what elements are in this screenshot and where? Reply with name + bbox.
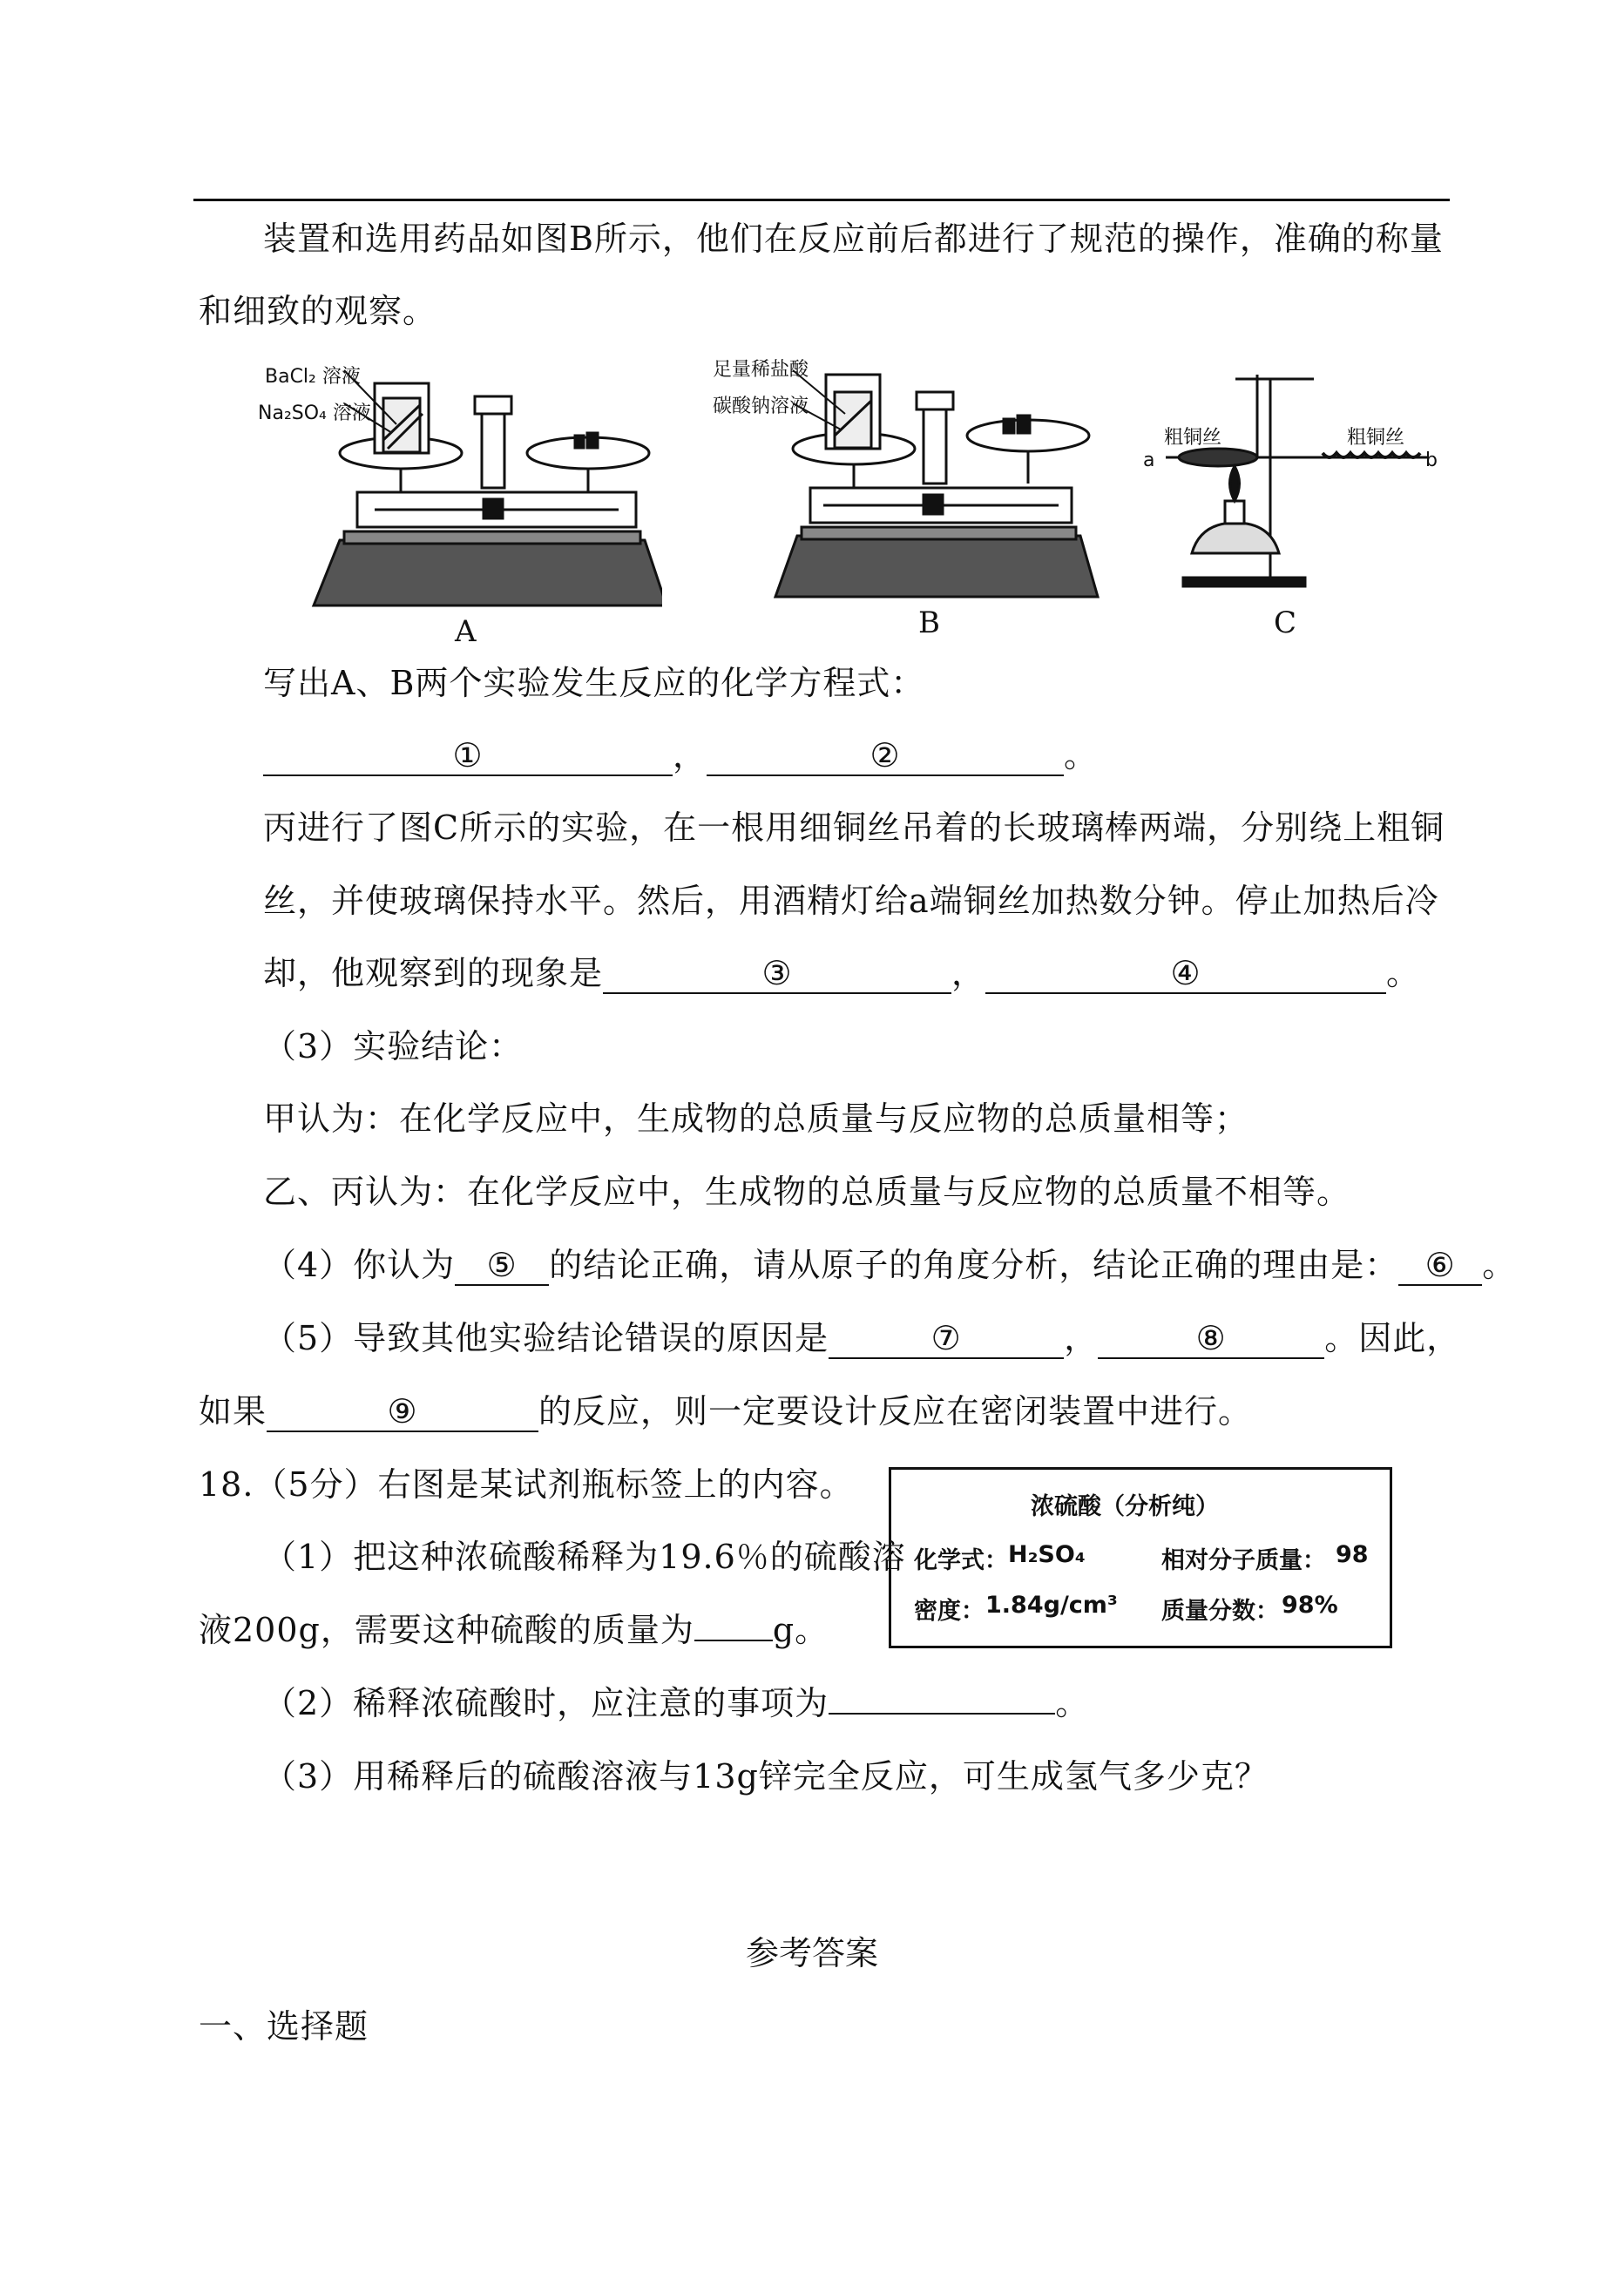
answer-blank-4[interactable]: ④ bbox=[985, 954, 1386, 994]
question-18-intro: 18.（5分）右图是某试剂瓶标签上的内容。 bbox=[199, 1465, 854, 1504]
reagent-density: 1.84g/cm³ bbox=[985, 1592, 1118, 1619]
question-4-end: 。 bbox=[1482, 1246, 1517, 1284]
para-c-end: 。 bbox=[1386, 954, 1421, 992]
reagent-mr: 98 bbox=[1336, 1541, 1369, 1568]
figure-b-caption: B bbox=[918, 605, 940, 640]
reagent-density-label: 密度： bbox=[914, 1598, 985, 1625]
para-c-line2: 丝，并使玻璃保持水平。然后，用酒精灯给a端铜丝加热数分钟。停止加热后冷 bbox=[263, 882, 1439, 920]
figure-b-label-hcl: 足量稀盐酸 bbox=[713, 359, 809, 381]
answer-blank-2[interactable]: ② bbox=[707, 736, 1064, 776]
figure-c-end-a: a bbox=[1143, 450, 1155, 471]
answers-title: 参考答案 bbox=[745, 1934, 878, 1972]
question-5-line2 bbox=[199, 1390, 1252, 1432]
answer-blank-1[interactable]: ① bbox=[263, 736, 673, 776]
answer-blank-9[interactable]: ⑨ bbox=[267, 1392, 538, 1432]
question-5-separator: ， bbox=[1064, 1319, 1099, 1357]
reagent-fraction-label: 质量分数： bbox=[1161, 1598, 1279, 1625]
figure-c-end-b: b bbox=[1425, 450, 1438, 471]
figure-a-label-na2so4: Na₂SO₄ 溶液 bbox=[258, 402, 371, 424]
question-18-part1-line1: （1）把这种浓硫酸稀释为19.6％的硫酸溶 bbox=[263, 1538, 906, 1576]
para-c-separator: ， bbox=[951, 954, 986, 992]
question-18-part1-prefix: 液200g，需要这种硫酸的质量为 bbox=[199, 1611, 694, 1649]
answer-blank-7[interactable]: ⑦ bbox=[829, 1319, 1064, 1359]
answers-section-1: 一、选择题 bbox=[199, 2007, 369, 2046]
figure-c-caption: C bbox=[1274, 605, 1297, 640]
figure-a-caption: A bbox=[455, 614, 477, 649]
question-5-line2-prefix: 如果 bbox=[199, 1392, 267, 1431]
figure-c-label-left-wire: 粗铜丝 bbox=[1164, 427, 1222, 449]
copper-rod-drawing bbox=[1148, 353, 1445, 605]
para1-line2: 和细致的观察。 bbox=[199, 292, 437, 330]
reagent-formula: H₂SO₄ bbox=[1008, 1541, 1086, 1568]
figure-b-label-na2co3: 碳酸钠溶液 bbox=[713, 396, 809, 417]
equations-separator: ， bbox=[673, 736, 707, 774]
question-18-part2-prefix: （2）稀释浓硫酸时，应注意的事项为 bbox=[263, 1684, 829, 1722]
question-18-part2-suffix: 。 bbox=[1055, 1684, 1090, 1722]
equations-end: 。 bbox=[1064, 736, 1099, 774]
answer-blank-6[interactable]: ⑥ bbox=[1398, 1246, 1482, 1286]
question-5-line1 bbox=[263, 1317, 1460, 1359]
question-5-post: 。因此， bbox=[1324, 1319, 1461, 1357]
header-rule bbox=[193, 199, 1450, 201]
answer-blank-3[interactable]: ③ bbox=[603, 954, 951, 994]
para1-line1: 装置和选用药品如图B所示，他们在反应前后都进行了规范的操作，准确的称量 bbox=[263, 220, 1444, 258]
question-18-part1-suffix: g。 bbox=[772, 1611, 829, 1649]
reagent-formula-label: 化学式： bbox=[914, 1547, 1008, 1574]
figure-a bbox=[258, 353, 662, 649]
para-c-line3 bbox=[263, 952, 1420, 994]
answer-blank-8[interactable]: ⑧ bbox=[1098, 1319, 1324, 1359]
figure-a-label-bacl2: BaCl₂ 溶液 bbox=[265, 366, 361, 388]
answer-blank-precaution[interactable] bbox=[829, 1713, 1055, 1715]
question-4 bbox=[263, 1244, 1516, 1286]
question-4-middle: 的结论正确，请从原子的角度分析，结论正确的理由是： bbox=[549, 1246, 1399, 1284]
figure-b bbox=[713, 353, 1115, 640]
reagent-label bbox=[889, 1467, 1392, 1648]
figure-c-label-right-wire: 粗铜丝 bbox=[1347, 427, 1405, 449]
equations-prompt: 写出A、B两个实验发生反应的化学方程式： bbox=[263, 664, 925, 702]
para-c-line3-prefix: 却，他观察到的现象是 bbox=[263, 954, 604, 992]
answer-blank-mass[interactable] bbox=[694, 1640, 773, 1641]
reagent-mr-label: 相对分子质量： bbox=[1161, 1547, 1326, 1574]
question-5-prefix: （5）导致其他实验结论错误的原因是 bbox=[263, 1319, 829, 1357]
conclusion-yi-bing: 乙、丙认为：在化学反应中，生成物的总质量与反应物的总质量不相等。 bbox=[263, 1173, 1351, 1211]
figure-c bbox=[1143, 353, 1445, 640]
answer-blank-5[interactable]: ⑤ bbox=[455, 1246, 549, 1286]
question-18-part1-line2 bbox=[199, 1609, 829, 1651]
para-c-line1: 丙进行了图C所示的实验，在一根用细铜丝吊着的长玻璃棒两端，分别绕上粗铜 bbox=[263, 808, 1445, 847]
reagent-label-title: 浓硫酸（分析纯） bbox=[1031, 1493, 1219, 1520]
conclusion-jia: 甲认为：在化学反应中，生成物的总质量与反应物的总质量相等； bbox=[263, 1099, 1249, 1138]
question-5-line2-suffix: 的反应，则一定要设计反应在密闭装置中进行。 bbox=[538, 1392, 1253, 1431]
question-18-part3: （3）用稀释后的硫酸溶液与13g锌完全反应，可生成氢气多少克？ bbox=[263, 1757, 1269, 1796]
question-18-part2 bbox=[263, 1682, 1089, 1724]
conclusion-heading: （3）实验结论： bbox=[263, 1027, 524, 1065]
reagent-fraction: 98% bbox=[1282, 1592, 1338, 1619]
equations-blanks-line bbox=[263, 734, 1098, 776]
question-4-prefix: （4）你认为 bbox=[263, 1246, 456, 1284]
